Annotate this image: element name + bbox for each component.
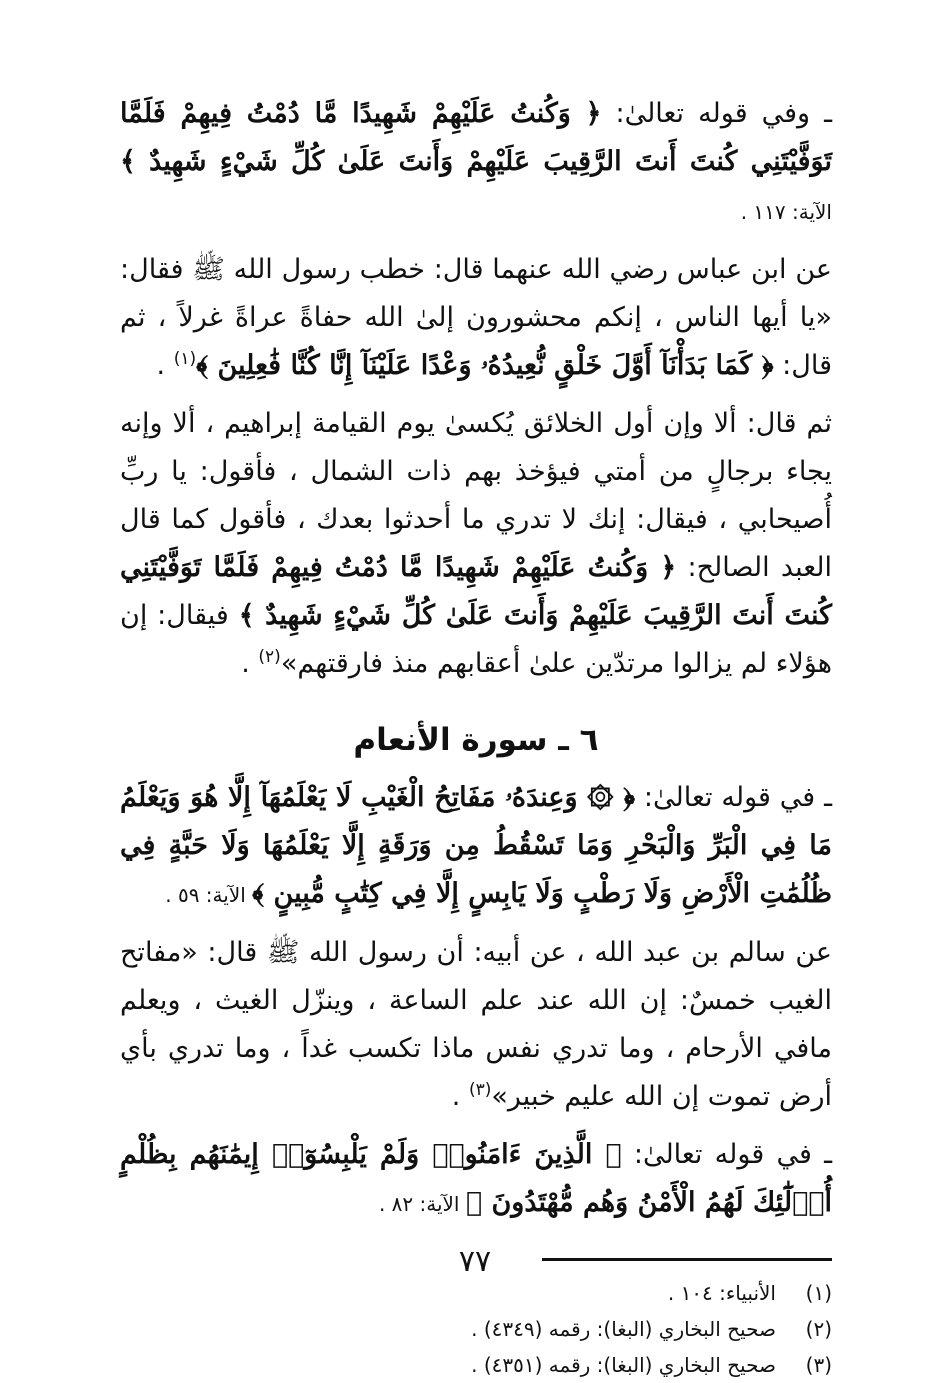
footnote-number: (١) — [805, 1281, 832, 1305]
footnote-number: (٣) — [805, 1353, 832, 1377]
paragraph-text: ـ في قوله تعالىٰ: — [635, 782, 832, 813]
paragraph-end: . — [156, 350, 174, 381]
verse-reference: الآية: ٥٩ . — [165, 883, 253, 907]
paragraph-end: . — [241, 648, 259, 679]
quran-verse: ﴿ وَكُنتُ عَلَيْهِمْ شَهِيدًا مَّا دُمْتُ فِيهِمْ فَلَمَّا تَوَفَّيْتَنِي كُنتَ أَنتَ الرَّقِيبَ عَلَيْهِمْ وَأَنتَ عَلَىٰ كُلِّ شَيْءٍ شَهِيدٌ ﴾ — [120, 98, 832, 177]
paragraph-text: عن سالم بن عبد الله ، عن أبيه: أن رسول الله ﷺ قال: «مفاتح الغيب خمسٌ: إن الله عند علم الساعة ، وينزّل الغيث ، ويعلم مافي الأرحام ، وما تدري نفس ماذا تكسب غداً ، وما تدري بأي أرض تموت إن الله عليم خبير» — [120, 937, 832, 1112]
paragraph-text: عن ابن عباس رضي الله عنهما قال: خطب رسول الله ﷺ فقال: «يا أيها الناس ، إنكم محشورون إلىٰ الله حفاةً عراةً غرلاً ، ثم قال: — [120, 254, 832, 381]
footnote-text: الأنبياء: ١٠٤ . — [667, 1281, 776, 1305]
footnotes — [120, 1275, 832, 1383]
quran-verse: ﴿ كَمَا بَدَأْنَآ أَوَّلَ خَلْقٍ نُّعِيدُهُۥ وَعْدًا عَلَيْنَآ إِنَّا كُنَّا فَٰعِلِينَ ﴾ — [196, 350, 774, 381]
paragraph-end: . — [451, 1081, 469, 1112]
paragraph-text: ـ وفي قوله تعالىٰ: — [601, 98, 832, 129]
paragraph-2 — [120, 246, 832, 390]
paragraph-3 — [120, 400, 832, 688]
paragraph-6 — [120, 1131, 832, 1228]
quran-verse: ﴿ وَكُنتُ عَلَيْهِمْ شَهِيدًا مَّا دُمْتُ فِيهِمْ فَلَمَّا تَوَفَّيْتَنِي كُنتَ أَنتَ الرَّقِيبَ عَلَيْهِمْ وَأَنتَ عَلَىٰ كُلِّ شَيْءٍ شَهِيدٌ ﴾ — [120, 552, 832, 631]
paragraph-1 — [120, 90, 832, 236]
footnote-item — [120, 1275, 832, 1311]
quran-verse: ﴿ ۞ وَعِندَهُۥ مَفَاتِحُ الْغَيْبِ لَا يَعْلَمُهَآ إِلَّا هُوَ وَيَعْلَمُ مَا فِي الْبَرِّ وَالْبَحْرِ وَمَا تَسْقُطُ مِن وَرَقَةٍ إِلَّا يَعْلَمُهَا وَلَا حَبَّةٍ فِي ظُلُمَٰتِ الْأَرْضِ وَلَا رَطْبٍ وَلَا يَابِسٍ إِلَّا فِي كِتَٰبٍ مُّبِينٍ ﴾ — [120, 782, 832, 909]
footnote-marker[interactable]: (٢) — [258, 647, 281, 667]
paragraph-4 — [120, 774, 832, 919]
paragraph-text: ثم قال: ألا وإن أول الخلائق يُكسىٰ يوم القيامة إبراهيم ، ألا وإنه يجاء برجالٍ من أمتي فيؤخذ بهم ذات الشمال ، فأقول: يا ربِّ أُصيحابي ، فيقال: إنك لا تدري ما أحدثوا بعدك ، فأقول كما قال العبد الصالح: — [120, 408, 832, 583]
verse-reference: الآية: ١١٧ . — [740, 200, 832, 224]
footnote-marker[interactable]: (١) — [173, 349, 197, 369]
footnote-marker[interactable]: (٣) — [468, 1080, 492, 1100]
paragraph-text: ـ في قوله تعالىٰ: — [621, 1139, 832, 1170]
footnote-text: صحيح البخاري (البغا): رقمه (٤٣٤٩) . — [471, 1317, 776, 1341]
footnote-number: (٢) — [805, 1317, 832, 1341]
quran-verse: ﴿ الَّذِينَ ءَامَنُوا۟ وَلَمْ يَلْبِسُوٓا۟ إِيمَٰنَهُم بِظُلْمٍ أُو۟لَٰٓئِكَ لَهُمُ الْأَمْنُ وَهُم مُّهْتَدُونَ ﴾ — [120, 1139, 832, 1218]
verse-reference: الآية: ٨٢ . — [378, 1192, 466, 1216]
paragraph-text-after: فيقال: إن هؤلاء لم يزالوا مرتدّين علىٰ أعقابهم منذ فارقتهم» — [120, 600, 832, 679]
footnote-text: صحيح البخاري (البغا): رقمه (٤٣٥١) . — [471, 1353, 776, 1377]
section-heading: ٦ ـ سورة الأنعام — [353, 722, 599, 758]
page-number: ٧٧ — [458, 1244, 492, 1279]
paragraph-5 — [120, 929, 832, 1121]
footnote-item — [120, 1311, 832, 1347]
footnote-item — [120, 1347, 832, 1383]
